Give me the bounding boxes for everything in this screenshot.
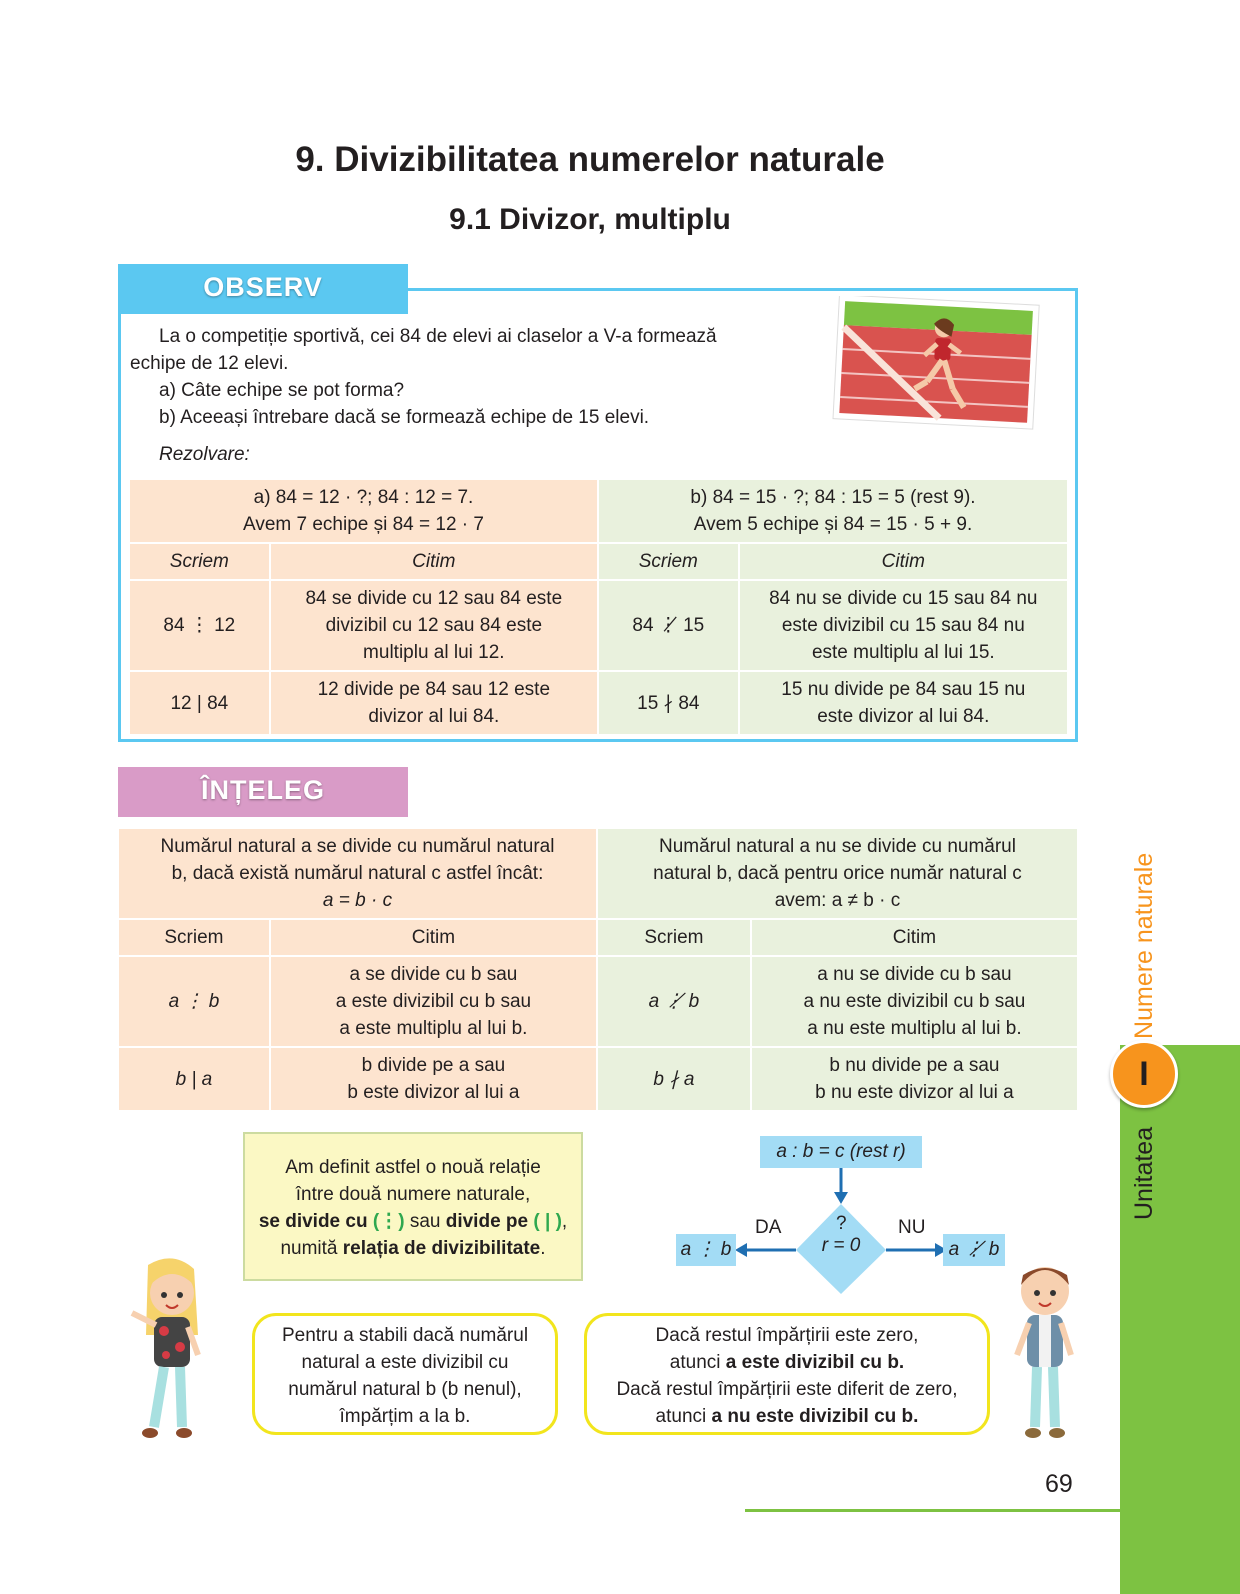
flow-divisible-box: a ⋮ b [676, 1234, 736, 1266]
reading-line: multiplu al lui 12. [363, 642, 505, 663]
case-a-cell [130, 480, 597, 542]
problem-line: La o competiție sportivă, cei 84 de elevi ai claselor a V-a formează [159, 326, 717, 347]
reading-line: a nu este multiplu al lui b. [807, 1018, 1022, 1039]
reading-line: este divizibil cu 15 sau 84 nu [781, 615, 1025, 636]
rezolvare-label: Rezolvare: [159, 444, 250, 465]
unit-sidebar-label [1130, 660, 1170, 1220]
case-a-line: Avem 7 echipe și 84 = 12 · 7 [242, 514, 484, 535]
reading-line: este divizor al lui 84. [817, 706, 990, 727]
flow-division-box: a : b = c (rest r) [760, 1136, 922, 1168]
unit-label: Unitatea [1130, 1126, 1158, 1220]
bubble-line [587, 1403, 987, 1430]
inteleg-tag: ÎNȚELEG [118, 767, 408, 817]
header-scriem: Scriem [119, 920, 269, 955]
flow-condition: r = 0 [821, 1235, 861, 1256]
bubble-text: atunci [655, 1406, 707, 1427]
reading-cell [271, 581, 597, 670]
header-scriem: Scriem [599, 544, 738, 579]
reading-line: b nu divide pe a sau [829, 1055, 1000, 1076]
reading-line: 84 se divide cu 12 sau 84 este [305, 588, 563, 609]
notation-cell: 84 ⋮ 12 [130, 581, 269, 670]
problem-line: echipe de 12 elevi. [130, 353, 289, 374]
page-number: 69 [1045, 1470, 1073, 1498]
flow-not-divisible-box: a ⋮̸ b [943, 1234, 1005, 1266]
reading-line: 15 nu divide pe 84 sau 15 nu [781, 679, 1026, 700]
reading-line: b este divizor al lui a [347, 1082, 520, 1103]
reading-line: este multiplu al lui 15. [811, 642, 995, 663]
notation-cell: 84 ⋮̸ 15 [599, 581, 738, 670]
notation-cell: a ⋮ b [119, 957, 269, 1046]
notation-cell: b | a [119, 1048, 269, 1110]
unit-number-badge: I [1110, 1040, 1178, 1108]
header-citim: Citim [752, 920, 1077, 955]
boy-character [1005, 1255, 1085, 1455]
reading-cell [271, 957, 596, 1046]
reading-line: a este divizibil cu b sau [335, 991, 532, 1012]
flow-no-label: NU [898, 1217, 926, 1238]
reading-line: b divide pe a sau [361, 1055, 506, 1076]
reading-line: b nu este divizor al lui a [815, 1082, 1014, 1103]
definition-line: natural b, dacă pentru orice număr natural c [653, 863, 1022, 884]
definition-line: avem: a ≠ b · c [774, 890, 901, 911]
definition-not-divides [598, 829, 1077, 918]
note-symbol: (⋮) [372, 1211, 405, 1232]
reading-cell [752, 1048, 1077, 1110]
page-title: 9. Divizibilitatea numerelor naturale [295, 140, 885, 179]
note-bold: divide pe [445, 1211, 529, 1232]
bubble-line: numărul natural b (b nenul), [288, 1379, 522, 1400]
bubble-bold: a nu este divizibil cu b. [711, 1406, 919, 1427]
observ-tag: OBSERV [118, 264, 408, 314]
note-line: între două numere naturale, [295, 1184, 531, 1205]
header-citim: Citim [740, 544, 1067, 579]
definition-line: b, dacă există numărul natural c astfel încât: [171, 863, 544, 884]
reading-line: 84 nu se divide cu 15 sau 84 nu [769, 588, 1038, 609]
inteleg-table [117, 827, 1079, 1112]
speech-bubble-right [584, 1313, 990, 1435]
reading-line: a este multiplu al lui b. [339, 1018, 528, 1039]
runner-illustration [832, 296, 1042, 432]
bubble-line: Dacă restul împărțirii este diferit de zero, [616, 1379, 958, 1400]
reading-cell [740, 672, 1067, 734]
reading-line: a nu este divizibil cu b sau [803, 991, 1026, 1012]
reading-line: divizibil cu 12 sau 84 este [325, 615, 543, 636]
definition-line: Numărul natural a nu se divide cu numărul [659, 836, 1016, 857]
reading-cell [271, 1048, 596, 1110]
speech-bubble-left [252, 1313, 558, 1435]
bubble-bold: a este divizibil cu b. [725, 1352, 905, 1373]
definition-divides [119, 829, 596, 918]
note-line: se divide cu (⋮) sau divide pe ( | ), [258, 1211, 568, 1232]
case-b-cell [599, 480, 1067, 542]
case-b-line: b) 84 = 15 · ?; 84 : 15 = 5 (rest 9). [690, 487, 976, 508]
unit-section-title: Numere naturale [1130, 852, 1158, 1039]
bubble-line: natural a este divizibil cu [301, 1352, 509, 1373]
note-line: numită relația de divizibilitate. [280, 1238, 546, 1259]
definition-note [243, 1132, 583, 1281]
bubble-line: Dacă restul împărțirii este zero, [655, 1325, 919, 1346]
notation-cell: a ⋮̸ b [598, 957, 750, 1046]
note-bold: se divide cu [258, 1211, 368, 1232]
note-symbol: ( | ) [533, 1211, 562, 1232]
bubble-line [587, 1349, 987, 1376]
notation-cell: 12 | 84 [130, 672, 269, 734]
reading-cell [752, 957, 1077, 1046]
reading-cell [271, 672, 597, 734]
reading-line: divizor al lui 84. [368, 706, 500, 727]
header-scriem: Scriem [130, 544, 269, 579]
reading-line: a nu se divide cu b sau [817, 964, 1012, 985]
note-text: sau [409, 1211, 441, 1232]
bubble-line: împărțim a la b. [339, 1406, 471, 1427]
header-citim: Citim [271, 544, 597, 579]
problem-text [130, 323, 800, 468]
notation-cell: b ∤ a [598, 1048, 750, 1110]
header-citim: Citim [271, 920, 596, 955]
flow-question: ? [836, 1213, 847, 1234]
note-line: Am definit astfel o nouă relație [285, 1157, 541, 1178]
definition-line: a = b · c [322, 890, 393, 911]
header-scriem: Scriem [598, 920, 750, 955]
case-b-line: Avem 5 echipe și 84 = 15 · 5 + 9. [693, 514, 973, 535]
reading-line: a se divide cu b sau [349, 964, 518, 985]
case-a-line: a) 84 = 12 · ?; 84 : 12 = 7. [253, 487, 474, 508]
note-text: numită [280, 1238, 338, 1259]
bubble-line: Pentru a stabili dacă numărul [281, 1325, 529, 1346]
question-a: a) Câte echipe se pot forma? [159, 380, 405, 401]
observ-table [128, 478, 1069, 736]
reading-line: 12 divide pe 84 sau 12 este [317, 679, 551, 700]
bubble-text: atunci [669, 1352, 721, 1373]
section-subtitle: 9.1 Divizor, multiplu [449, 203, 731, 236]
question-b: b) Aceeași întrebare dacă se formează echipe de 15 elevi. [159, 407, 650, 428]
reading-cell [740, 581, 1067, 670]
notation-cell: 15 ∤ 84 [599, 672, 738, 734]
definition-line: Numărul natural a se divide cu numărul natural [160, 836, 555, 857]
girl-character [118, 1255, 218, 1455]
flow-yes-label: DA [755, 1217, 782, 1238]
note-bold: relația de divizibilitate [342, 1238, 541, 1259]
footer-rule [745, 1509, 1120, 1512]
